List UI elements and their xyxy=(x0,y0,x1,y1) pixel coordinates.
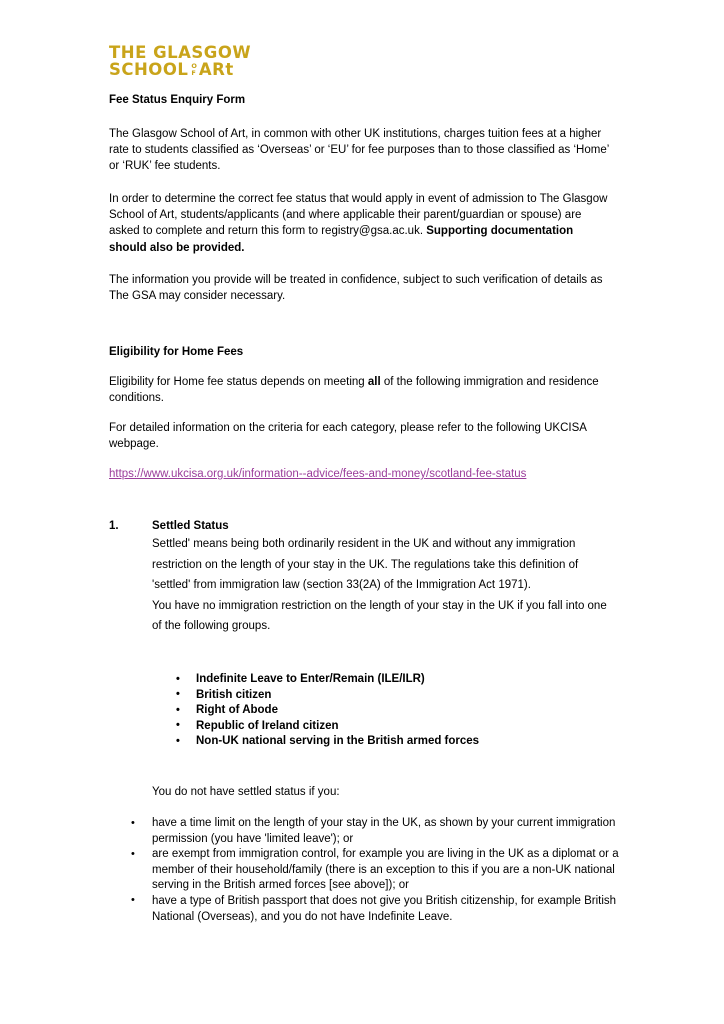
list-item: • have a time limit on the length of your stay in the UK, as shown by your current immigration permission (you have 'limited leave'); or xyxy=(131,816,621,847)
logo-school-text: SCHOOL xyxy=(109,60,189,79)
intro-paragraph-2-lead: In order to determine the correct fee status that would apply in event of admission to The Glasgow School of Art, students/applicants (and where applicable their parent/guardian or spouse) are asked to complete and return this form to registry@gsa.ac.uk. xyxy=(109,193,608,238)
intro-paragraph-2 xyxy=(109,191,614,256)
eligibility-paragraph-2: For detailed information on the criteria for each category, please refer to the following UKCISA webpage. xyxy=(109,422,587,451)
list-item: • Republic of Ireland citizen xyxy=(176,719,596,735)
section-body-1: Settled' means being both ordinarily resident in the UK and without any immigration restriction on the length of your stay in the UK. The regulations take this definition of 'settled' from immigration law (section 33(2A) of the Immigration Act 1971). xyxy=(152,538,579,591)
logo-art-text: ARt xyxy=(198,60,234,79)
list-item: • have a type of British passport that does not give you British citizenship, for example British National (Overseas), and you do not have Indefinite Leave. xyxy=(131,894,621,925)
list-item: • Indefinite Leave to Enter/Remain (ILE/ILR) xyxy=(176,672,596,688)
ukcisa-link[interactable]: https://www.ukcisa.org.uk/information--advice/fees-and-money/scotland-fee-status xyxy=(109,468,527,480)
gsa-logo xyxy=(109,44,251,78)
section-number: 1. xyxy=(109,520,119,532)
list-item: • Right of Abode xyxy=(176,703,596,719)
logo-of-o: O xyxy=(191,62,197,70)
list-item: • British citizen xyxy=(176,688,596,704)
logo-of-f: F xyxy=(191,68,196,77)
intro-paragraph-1: The Glasgow School of Art, in common with other UK institutions, charges tuition fees at a higher rate to students classified as ‘Overseas’ or ‘EU’ for fee purposes than to those classified as ‘Home’ or ‘RUK’ fee students. xyxy=(109,128,609,173)
section-body-2: You have no immigration restriction on the length of your stay in the UK if you fall into one of the following groups. xyxy=(152,599,607,632)
list-item: • are exempt from immigration control, for example you are living in the UK as a diplomat or a member of their household/family (there is an exception to this if you are a non-UK national serving in the British armed forces [see above]); or xyxy=(131,847,621,894)
section-title: Settled Status xyxy=(152,520,229,532)
logo-line-two xyxy=(109,61,251,78)
page-title: Fee Status Enquiry Form xyxy=(109,94,246,106)
list-item: • Non-UK national serving in the British armed forces xyxy=(176,734,596,750)
eligibility-heading: Eligibility for Home Fees xyxy=(109,346,244,358)
eligibility-paragraph-1 xyxy=(109,374,614,406)
not-settled-lead: You do not have settled status if you: xyxy=(152,786,340,798)
not-settled-list xyxy=(131,816,621,925)
logo-line-one: THE GLASGOW xyxy=(109,43,252,62)
intro-paragraph-2-emphasis: Supporting documentation should also be provided. xyxy=(109,225,574,254)
eligibility-p1-lead: Eligibility for Home fee status depends on meeting xyxy=(109,376,368,388)
eligibility-p1-tail: of the following immigration and residence conditions. xyxy=(109,376,599,405)
logo-of-stacked xyxy=(188,63,199,78)
settled-groups-list xyxy=(176,672,596,750)
intro-paragraph-3: The information you provide will be treated in confidence, subject to such verification of details as The GSA may consider necessary. xyxy=(109,274,603,303)
eligibility-p1-emphasis: all xyxy=(367,376,381,388)
numbered-section-1 xyxy=(109,518,617,637)
